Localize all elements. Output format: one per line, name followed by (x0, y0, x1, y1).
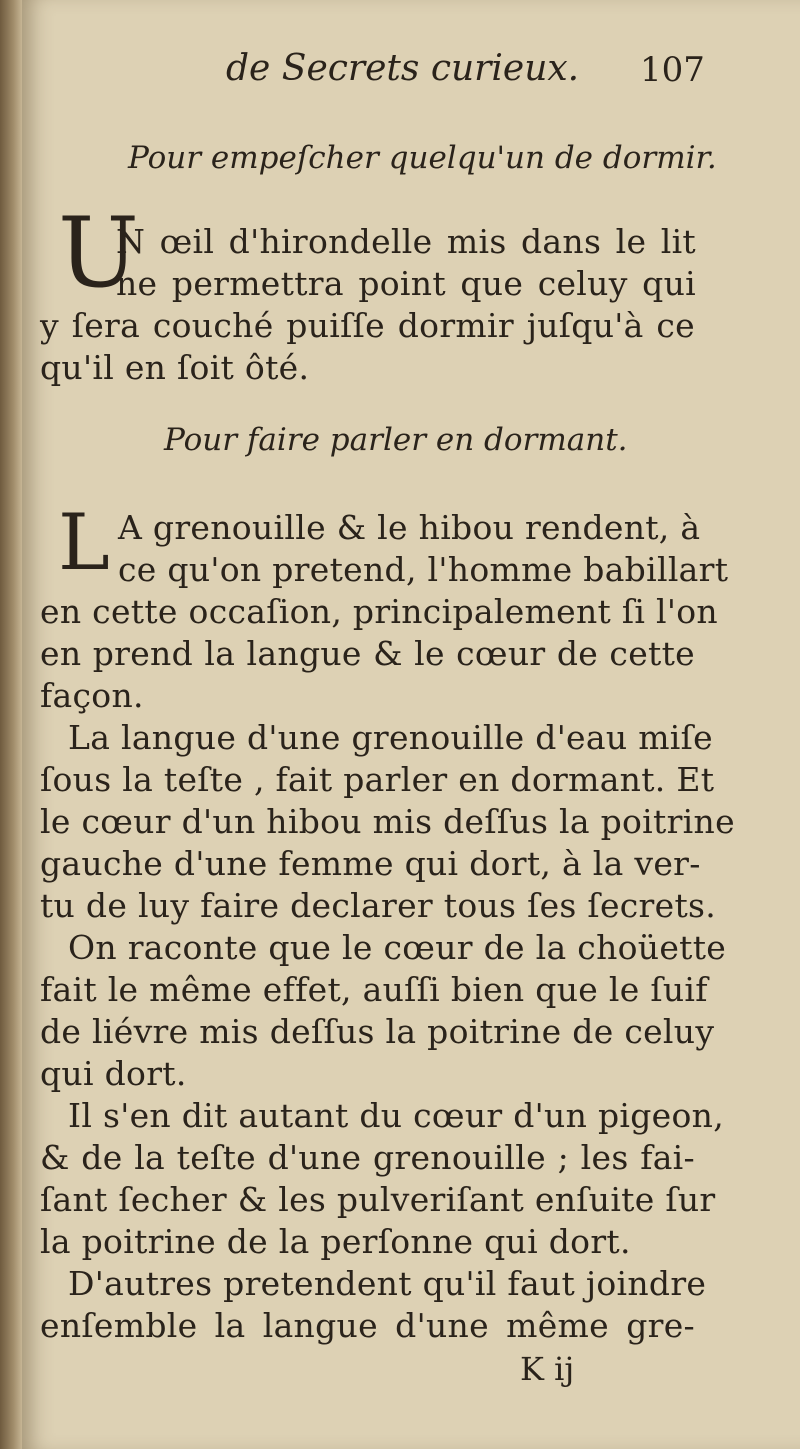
drop-cap: U (58, 197, 139, 309)
text-line: de liévre mis deſſus la poitrine de celuy (40, 1012, 715, 1051)
text-line: la poitrine de la perſonne qui dort. (40, 1222, 631, 1261)
text-line: ne permettra point que celuy qui (116, 264, 696, 303)
text-line: le cœur d'un hibou mis deſſus la poitrine (40, 802, 735, 841)
text-line: La langue d'une grenouille d'eau miſe (68, 718, 713, 757)
section-heading: Pour empeſcher quelqu'un de dormir. (128, 140, 717, 176)
page-number: 107 (640, 50, 705, 90)
signature-mark: K ij (520, 1350, 575, 1388)
text-line: en prend la langue & le cœur de cette (40, 634, 695, 673)
text-line: & de la teſte d'une grenouille ; les fai- (40, 1138, 695, 1177)
text-line: y ſera couché puiſſe dormir juſqu'à ce (40, 306, 695, 345)
book-spine-shadow (0, 0, 22, 1449)
text-line: ſant ſecher & les pulveriſant enſuite ſur (40, 1180, 716, 1219)
text-line: enſemble la langue d'une même gre- (40, 1306, 695, 1345)
text-line: gauche d'une femme qui dort, à la ver- (40, 844, 701, 883)
text-line: ſous la teſte , fait parler en dormant. Et (40, 760, 715, 799)
text-line: N œil d'hirondelle mis dans le lit (116, 222, 696, 261)
text-line: On raconte que le cœur de la choüette (68, 928, 727, 967)
text-line: A grenouille & le hibou rendent, à (118, 508, 701, 547)
section-heading: Pour faire parler en dormant. (164, 422, 628, 458)
text-line: Il s'en dit autant du cœur d'un pigeon, (68, 1096, 724, 1135)
text-line: qui dort. (40, 1054, 187, 1093)
text-line: ce qu'on pretend, l'homme babillart (118, 550, 729, 589)
text-line: qu'il en ſoit ôté. (40, 348, 310, 387)
text-line: fait le même effet, auſſi bien que le ſuif (40, 970, 708, 1009)
text-line: façon. (40, 676, 144, 715)
text-line: tu de luy faire declarer tous ſes ſecrets. (40, 886, 717, 925)
text-line: en cette occaſion, principalement ſi l'on (40, 592, 718, 631)
running-title: de Secrets curieux. (226, 48, 580, 89)
drop-cap: L (58, 498, 110, 588)
text-line: D'autres pretendent qu'il faut joindre (68, 1264, 707, 1303)
